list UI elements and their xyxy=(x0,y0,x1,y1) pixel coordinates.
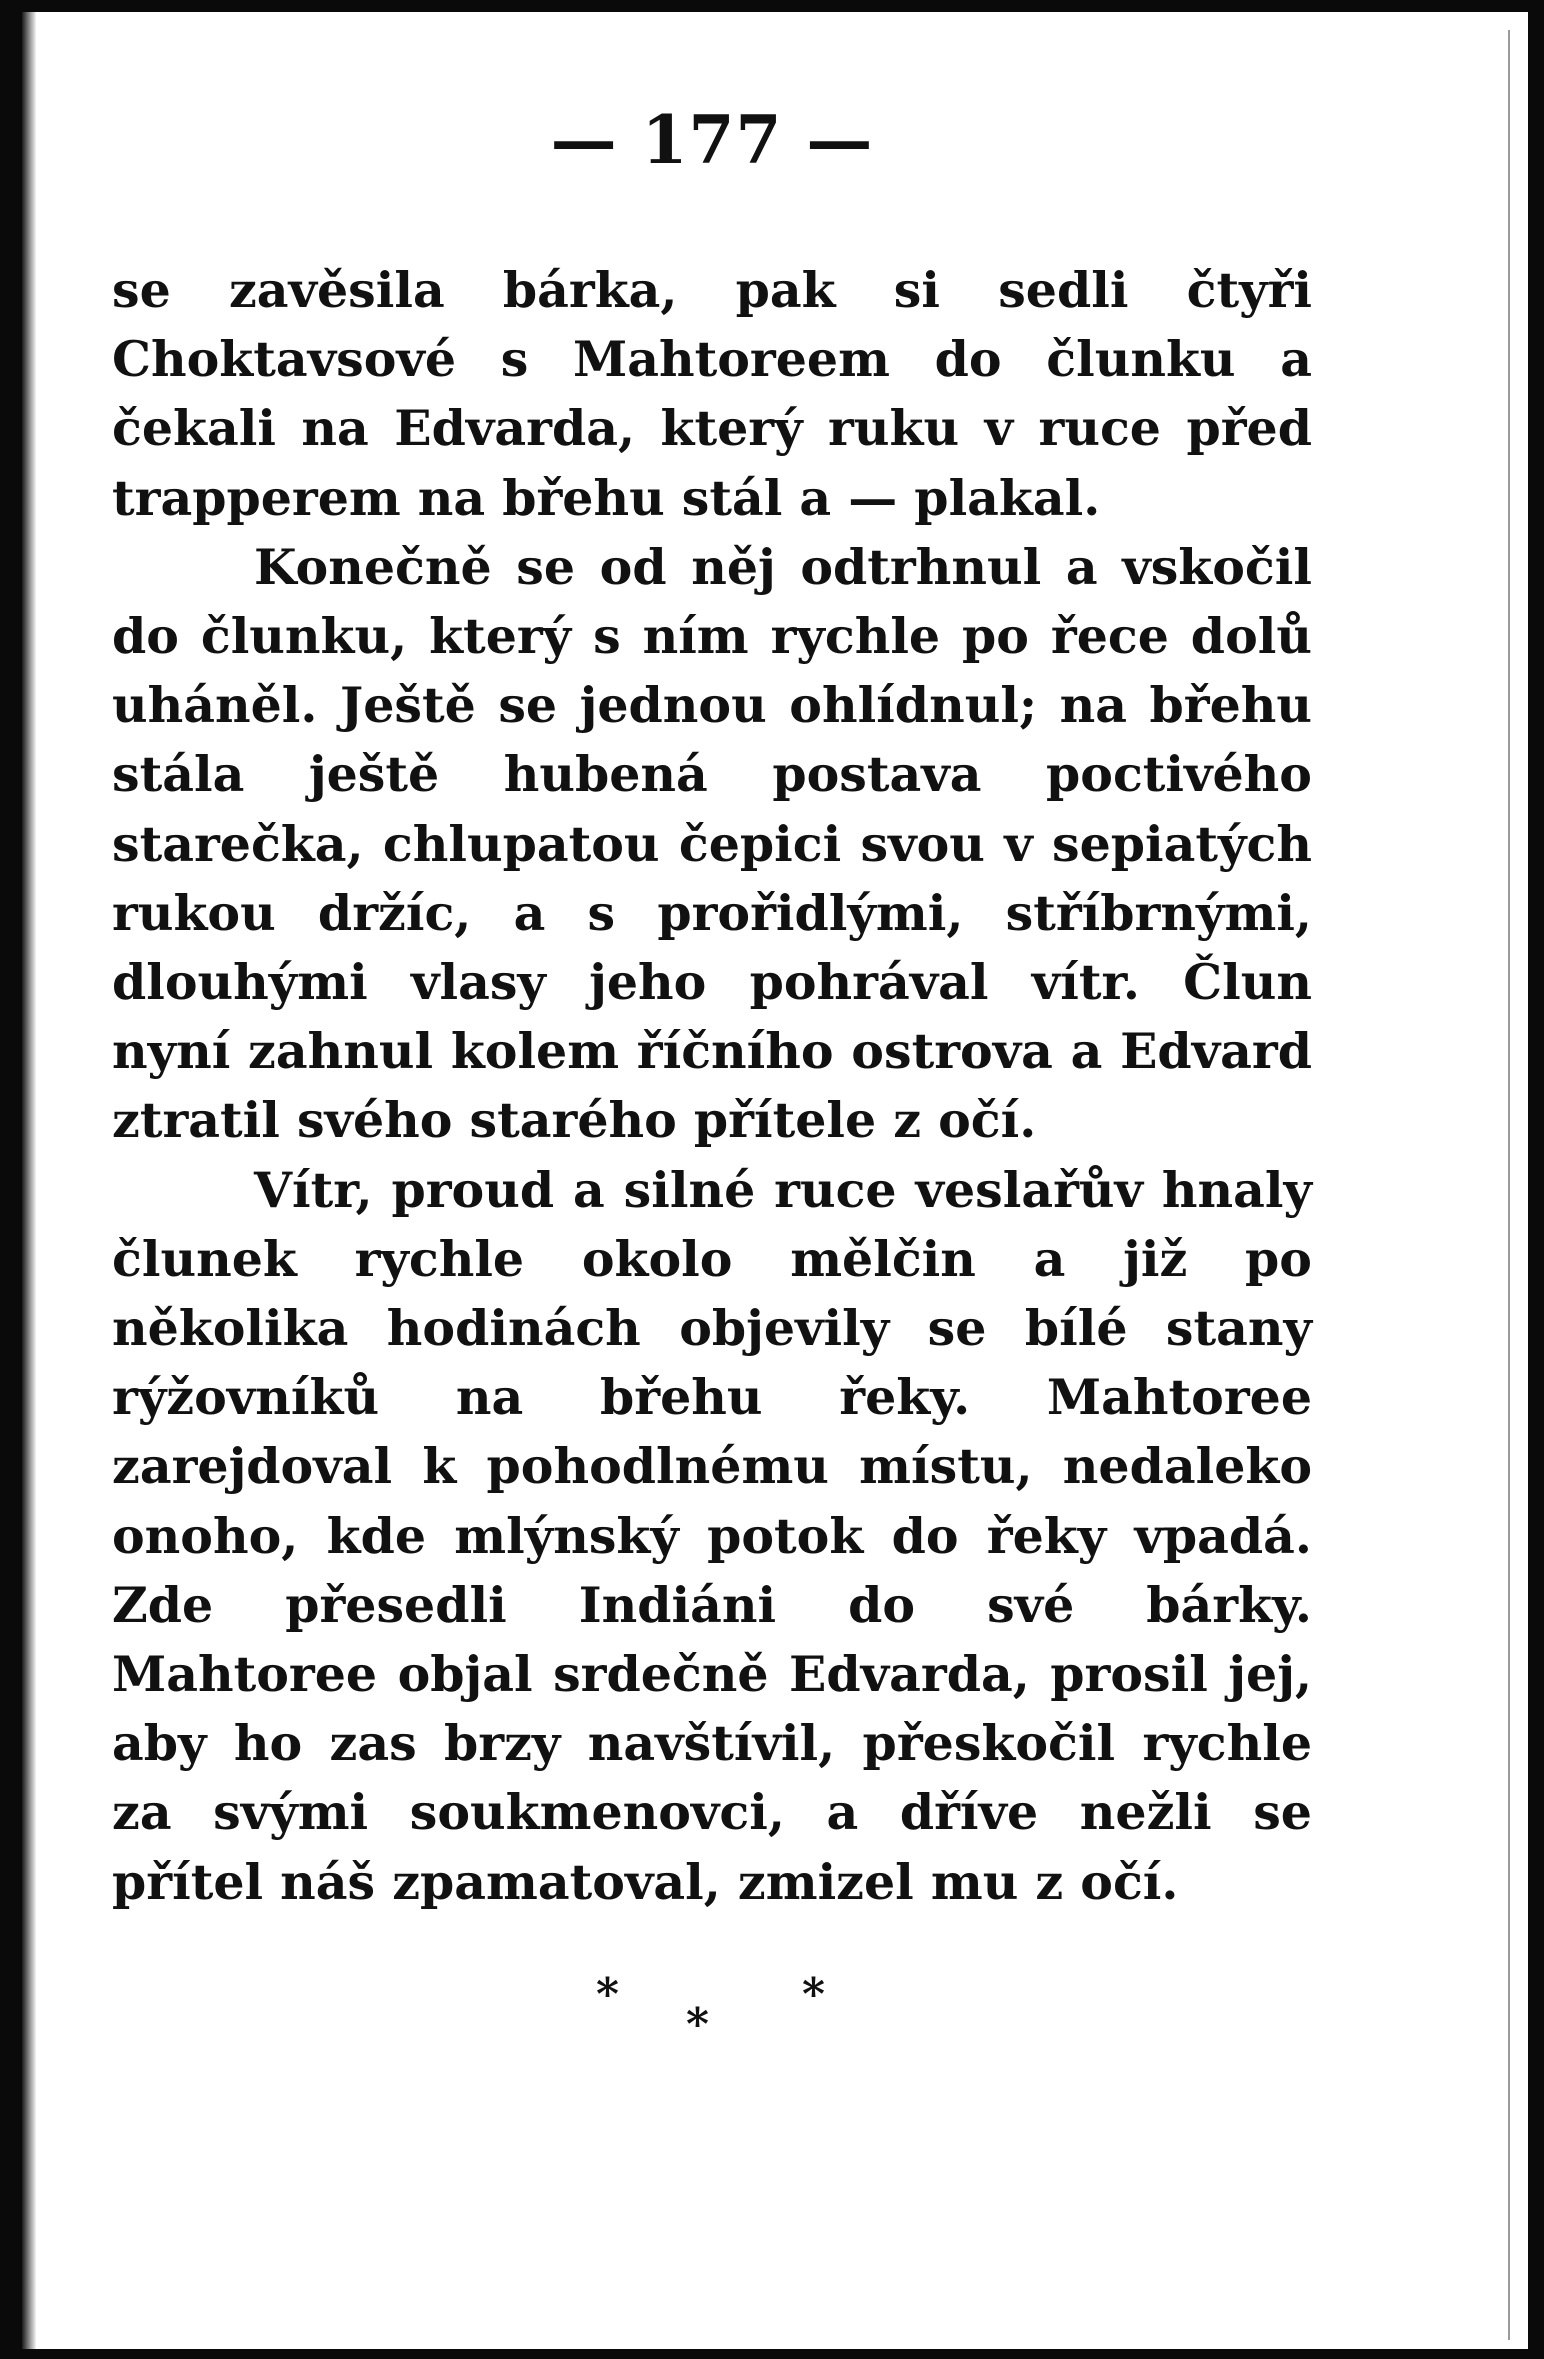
scan-border-left xyxy=(0,0,22,2359)
page-edge-line xyxy=(1508,30,1510,2340)
paragraph-1: se zavěsila bárka, pak si sedli čtyři Choktavsové s Mahtoreem do člunku a čekali na Edvarda, který ruku v ruce před trapperem na břehu stál a — plakal. xyxy=(112,261,1312,527)
body-text xyxy=(112,256,1312,1917)
asterisk-ornament: * xyxy=(686,1998,710,2050)
asterisk-ornament: * xyxy=(596,1968,620,2020)
asterisk-ornament: * xyxy=(802,1968,826,2020)
scan-border-bottom xyxy=(0,2349,1544,2359)
section-break xyxy=(112,1965,1312,2085)
scan-border-right xyxy=(1528,0,1544,2359)
paragraph-2: Konečně se od něj odtrhnul a vskočil do člunku, který s ním rychle po řece dolů uháněl. Ještě se jednou ohlídnul; na břehu stála ještě hubená postava poctivého starečka, chlupatou čepici svou v sepiatých rukou držíc, a s prořidlými, stříbrnými, dlouhými vlasy jeho pohrával vítr. Člun nyní zahnul kolem říčního ostrova a Edvard ztratil svého starého přítele z očí. xyxy=(112,537,1312,1150)
scan-shadow-left xyxy=(22,0,36,2359)
page-number: — 177 — xyxy=(550,101,874,179)
book-page xyxy=(112,100,1312,2085)
scan-border-top xyxy=(0,0,1544,12)
paragraph-3: Vítr, proud a silné ruce veslařův hnaly člunek rychle okolo mělčin a již po několika hodinách objevily se bílé stany rýžovníků na břehu řeky. Mahtoree zarejdoval k pohodlnému místu, nedaleko onoho, kde mlýnský potok do řeky vpadá. Zde přesedli Indiáni do své bárky. Mahtoree objal srdečně Edvarda, prosil jej, aby ho zas brzy navštívil, přeskočil rychle za svými soukmenovci, a dříve nežli se přítel náš zpamatoval, zmizel mu z očí. xyxy=(112,1160,1312,1911)
